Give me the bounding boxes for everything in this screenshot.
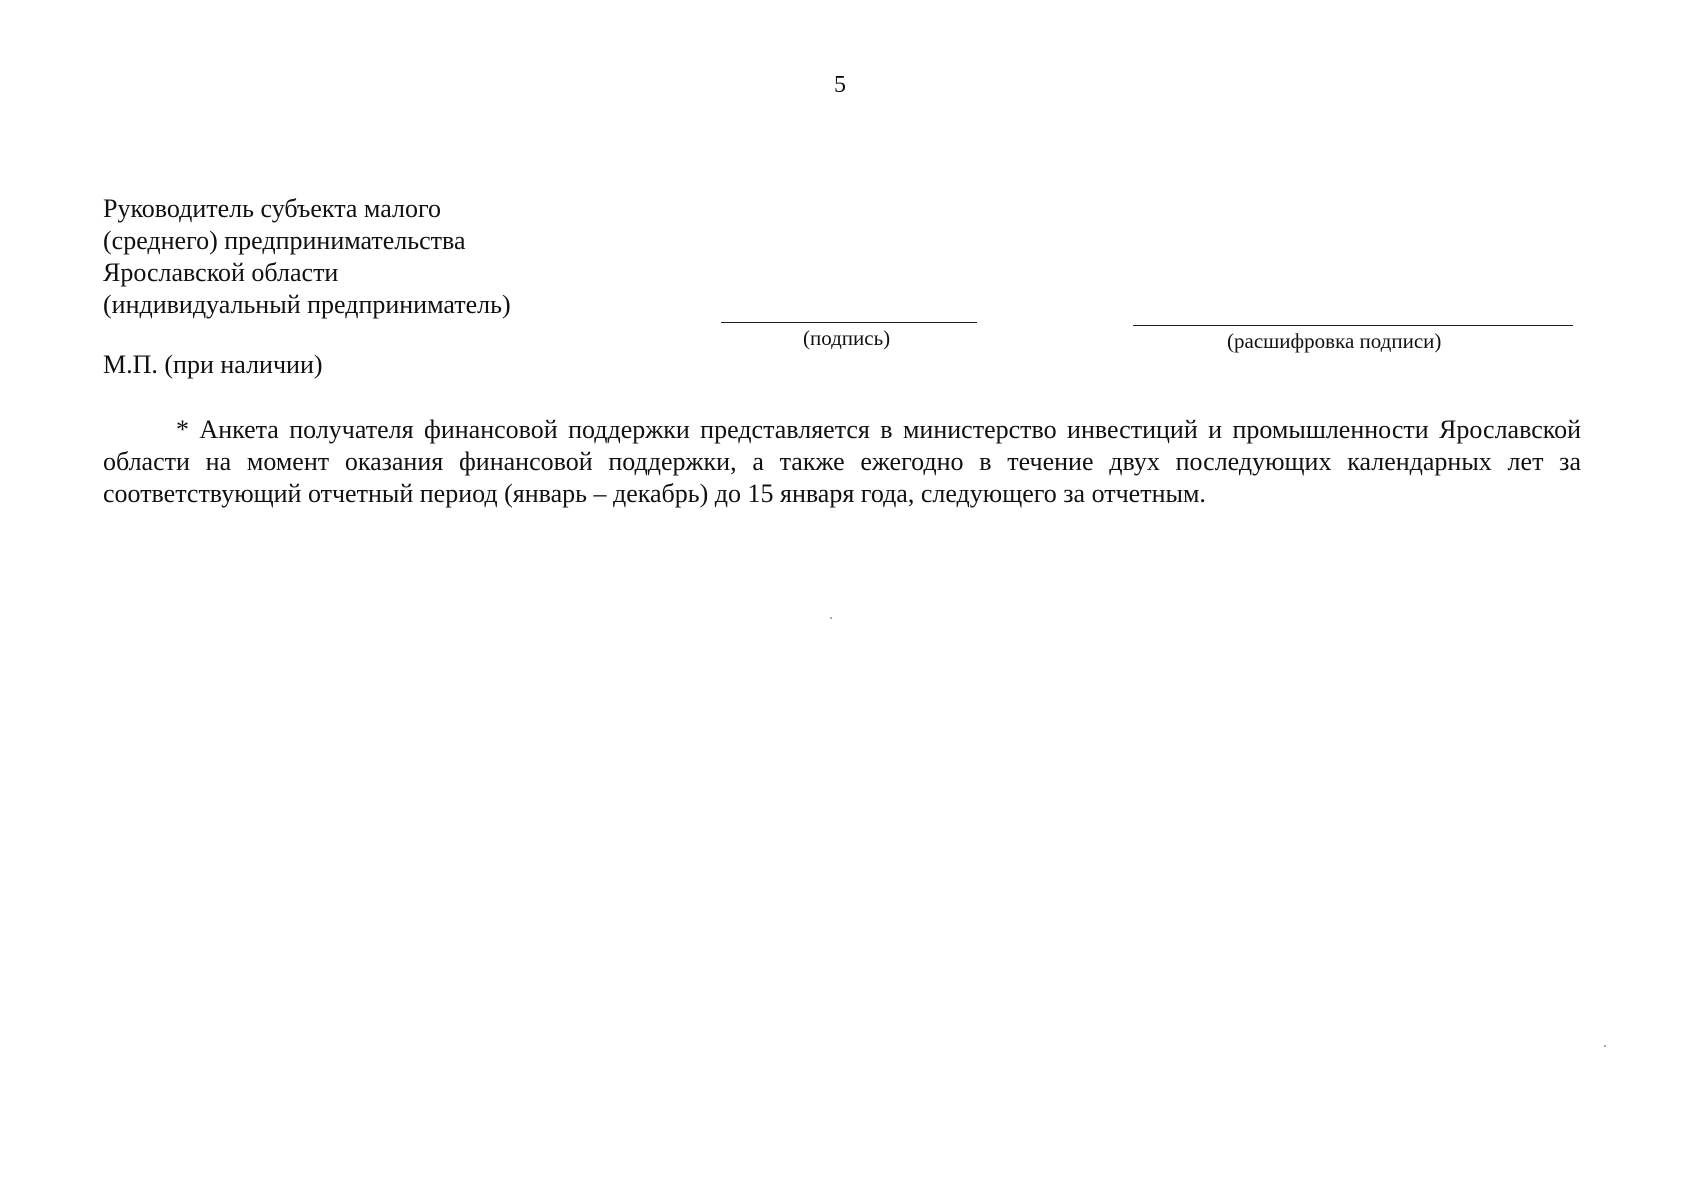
- signatory-title-block: [103, 193, 511, 321]
- signature-caption: (подпись): [803, 326, 891, 350]
- stamp-place-label: М.П. (при наличии): [103, 350, 323, 379]
- footnote-text: * Анкета получателя финансовой поддержки представляется в министерство инвестиций и промышленности Ярославской области на момент оказания финансовой поддержки, а также ежегодно в течение двух последующих календарных лет за соответствующий отчетный период (январь – декабрь) до 15 января года, следующего за отчетным.: [103, 415, 1581, 508]
- signature-decode-caption: (расшифровка подписи): [1227, 329, 1442, 353]
- signature-decode-line: [1133, 325, 1573, 326]
- signature-line: [721, 322, 977, 323]
- signatory-title-line: Ярославской области: [103, 258, 339, 287]
- signatory-title-line: (индивидуальный предприниматель): [103, 290, 511, 319]
- scan-speck: [830, 617, 832, 619]
- signatory-title-line: (среднего) предпринимательства: [103, 226, 466, 255]
- signatory-title-line: Руководитель субъекта малого: [103, 194, 441, 223]
- scan-speck: [1604, 1045, 1606, 1047]
- page-number: 5: [834, 72, 846, 98]
